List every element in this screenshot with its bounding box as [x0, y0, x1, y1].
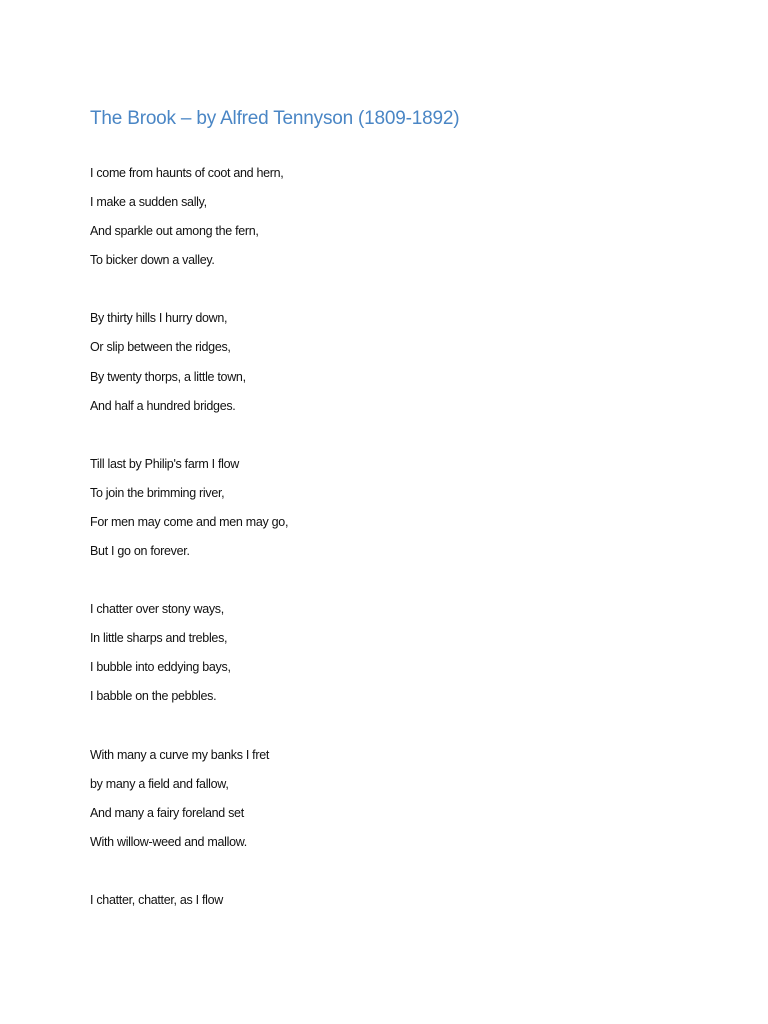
poem-line: To join the brimming river, [90, 485, 225, 500]
poem-line: And half a hundred bridges. [90, 398, 236, 413]
poem-line: By thirty hills I hurry down, [90, 311, 228, 326]
stanza-5 [90, 745, 690, 861]
poem-line: Till last by Philip's farm I flow [90, 456, 240, 471]
poem-line: For men may come and men may go, [90, 514, 289, 529]
stanza-1 [90, 163, 690, 279]
poem-line: I come from haunts of coot and hern, [90, 166, 284, 180]
poem-line: In little sharps and trebles, [90, 631, 228, 646]
poem-line: by many a field and fallow, [90, 776, 229, 791]
stanza-3 [90, 454, 690, 570]
poem-line: I chatter, chatter, as I flow [90, 892, 224, 907]
stanza-6 [90, 890, 690, 919]
poem-line: And many a fairy foreland set [90, 805, 244, 820]
stanza-4 [90, 599, 690, 715]
poem-line: And sparkle out among the fern, [90, 224, 259, 239]
poem-line: I babble on the pebbles. [90, 689, 217, 704]
poem-line: I chatter over stony ways, [90, 602, 224, 617]
poem-line: I make a sudden sally, [90, 195, 207, 210]
poem-line: With willow-weed and mallow. [90, 834, 247, 849]
stanza-2 [90, 308, 690, 424]
poem-line: To bicker down a valley. [90, 253, 215, 268]
poem-line: I bubble into eddying bays, [90, 660, 231, 675]
poem-title: The Brook – by Alfred Tennyson (1809-1892) [90, 108, 460, 129]
poem-line: But I go on forever. [90, 544, 190, 559]
poem-body [90, 163, 690, 948]
poem-line: With many a curve my banks I fret [90, 747, 270, 762]
poem-line: Or slip between the ridges, [90, 340, 231, 355]
poem-line: By twenty thorps, a little town, [90, 369, 246, 384]
